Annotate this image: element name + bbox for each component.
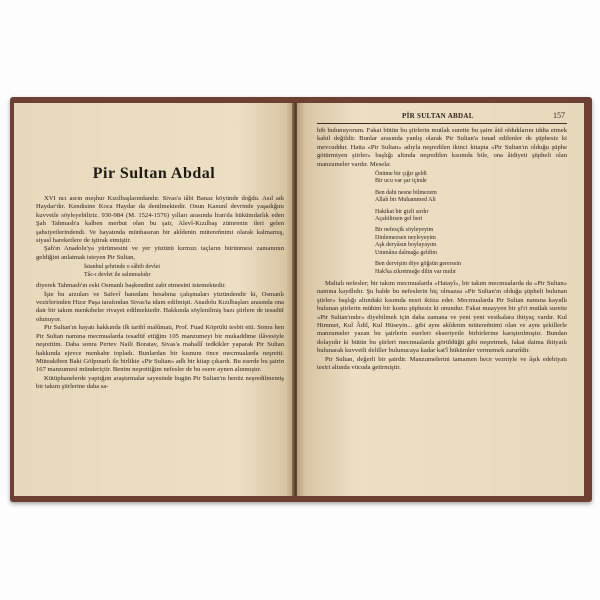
- verse-stanza: [375, 190, 567, 205]
- verse-stanza: [375, 209, 567, 224]
- verse-stanza: [375, 171, 567, 186]
- verse-line: Allah bir Muhammed Ali: [375, 197, 436, 204]
- verse-line: Tâc-ı devlet ile salınmalıdır: [84, 271, 151, 278]
- paragraph: diyerek Tahmasb'ın eski Osmanlı başkendini zabt etmesini istemektedir.: [36, 282, 226, 290]
- page-title: Pir Sultan Abdal: [92, 165, 216, 182]
- verse-stanza: [375, 227, 567, 257]
- verse-line: Hakikat bir gizli sırdır: [375, 208, 429, 215]
- paragraph: Kütüphanelerde yaptığım araştırmalar sayesinde bugün Pir Sultan'ın henüz neşredilmemiş bir takım şiirlerine daha sa-: [36, 374, 284, 391]
- paragraph: Şah'ın Anadolu'ya yürümesini ve yer yüzünü kırmızı taçların bürünmesi zamanının geldiğini anlatmak isteyen Pir Sultan,: [36, 245, 284, 261]
- verse-line: Ummâna dalmağa geldim: [375, 249, 437, 256]
- verse-line: Aşk deryâsın boylayayım: [375, 242, 437, 249]
- verse-line: Dinlemezsen neyleyeyim: [375, 234, 436, 241]
- verse-line: Ben dervişim diye göğsün gererssin: [375, 261, 461, 268]
- left-page-text: [36, 195, 284, 392]
- verse-block: [375, 171, 567, 276]
- verse-line: Hak'ka zikretmeğe dilin var mıdır: [375, 268, 457, 275]
- paragraph: Pir Sultan, değerli bir şairdir. Manzumelerini tamamen hece vezniyle ve âşık edebiyatı tesiri altında vücuda getirmiştir.: [317, 355, 567, 371]
- verse-line: Açabilirsen gel beri: [375, 216, 423, 223]
- right-page: [297, 103, 584, 496]
- paragraph: Maltalı nefesler; bir takım mecmualarda «Hatayî», bir takım mecmualarda da «Pir Sultan» namına kaydlıdır. Şu halde bu nefeslerin hiç olmazsa «Pir Sultan'ın olduğu şüpheli bulunan şiirler» başlığı altındaki kısımda nesri iktiza eder. Mecmualarda Pir Sultan namına kayıdlı bulunan şiirlerin mühim bir kısmı şüphesiz ki onundur. Fakat muayyen bir şi'ri mutlak surette «Pir Sultan'ındır» diyebilmek için daha zamana ve yeni yeni vesikalara ihtiyaç vardır. Kul Himmet, Kul Âdil, Kul Hüseyin... gibi aynı akîdenin mütereñnimi olan ve aynı şekillerle manzumeler yazan bu şairlerin eserleri ekseriyetle birbirlerine karıştırılmıştır. Bundan dolayıdır ki bütün bu şiirleri mecmualarda görüldüğü gibi neşretmek, fakat daima ihtiyatlı bulunarak kuvvetli deliller bulunucaya kadar kat'î hükümler vermemek zarurîdir.: [317, 279, 567, 355]
- verse-line: Ben dahi nesne bilmezem: [375, 189, 437, 196]
- verse-line: İstanbul şehrinde o sâhib devlet: [84, 264, 160, 271]
- left-page: [14, 103, 294, 496]
- right-page-text: [317, 127, 567, 372]
- verse-line: Önüme bir çığır geldi: [375, 171, 427, 178]
- verse-stanza: [375, 261, 567, 276]
- verse-block: [84, 264, 284, 279]
- verse-line: Bir ucu var şar içinde: [375, 178, 427, 185]
- running-header: [317, 111, 567, 124]
- verse-line: Bir nefesçik söyleyeyim: [375, 227, 434, 234]
- page-number: 157: [553, 111, 565, 120]
- paragraph: XVI ncı asrın meşhur Kızılbaşlarındandır. Sivas'a tâbi Banaz köyünde doğdu. Asıl adı Haydar'dır. Kendisine Koca Haydar da denilmektedir. Onun Kanunî devrinde yaşadığını kuvvetle söyleyebiliriz. 930-984 (M. 1524-1576) yılları arasında İran'da hükümdarlık eden Şah Tahmasb'a kalben merbut olan bu şair, Alevî-Kızılbaş zümrenin ileri gelen şahsiyetlerindendi. Ve hayatında münhasıran bir akîdenin mütereñnimi olarak kalmamış, siyasî hareketlere de iştirak etmiştir.: [36, 195, 284, 245]
- paragraph: hib bulunuyorum. Fakat bütün bu şiirlerin mutlak surette bu şaire âid olduklarını iddia etmek kabil değildir. Bunlar arasında yanlış olarak Pir Sultan'a isnad edilenler de şüphesiz ki mevcuddur. Hatta «Pir Sultan» adıyla neşredilen ikinci kitapta «Pir Sultan'ın olduğu şüphe götürmiyen şiirler» başlığı altında neşredilen kısımda bile, ona âidiyeti şüpheli olan manzumeler vardır. Mesela:: [317, 127, 567, 168]
- paragraph: İşte bu arzuları ve Safevî hanedanı hesabına çalışmaları yüzündendir ki, Osmanlı vezirlerinden Hızır Paşa tarafından Sivas'ta idam edilmişti. Anadolu Kızılbaşları arasında ona dair bir takım menkıbeler rivayet edilmektedir. Hakkında söylenilmiş bazı şiirlere de tesadüf olunuyor.: [36, 290, 284, 323]
- paragraph: Pir Sultan'ın hayatı hakkında ilk tarihî malûmatı, Prof. Fuad Köprülü tesbit etti. Sonra hen Pir Sultan namına mecmualarda tesadüf ettiğim 105 manzumeyi bir mukaddime ilâvesiyle neşrettim. Daha sonra Pertev Naili Boratav, Sivas'a mahallî tedkikler yaparak Pir Sultan hakkında ejevce menkabe topladı. Bunlardan bir kısmını önce mecmualarda neşretti. Müteakiben Baki Gölpınarlı ile birlikte «Pir Sultan» adlı bir kitap çıkardı. Bu eserde bu şairin 167 manzumesi münderiçtir. Benim neşrettiğim nefesler de bu esere aynen alınmıştır.: [36, 324, 284, 374]
- running-head-title: PİR SULTAN ABDAL: [402, 112, 474, 120]
